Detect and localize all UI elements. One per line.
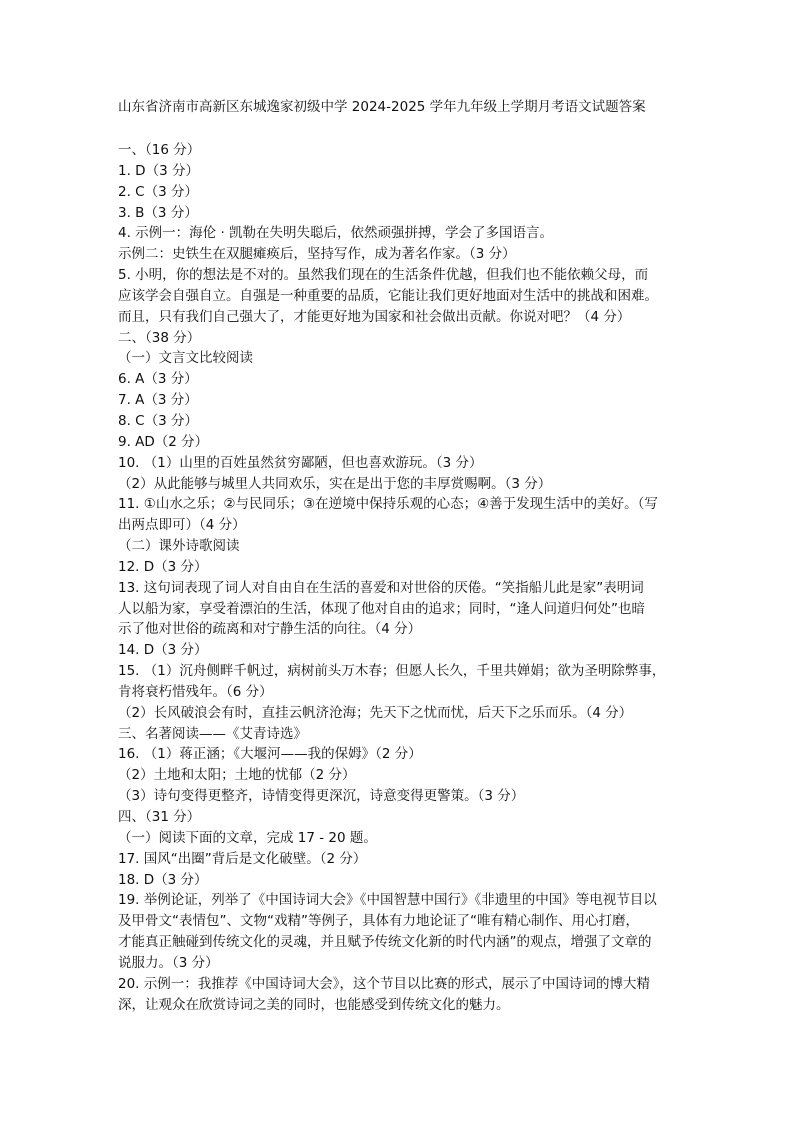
answer-line: 1. D（3 分） (118, 162, 199, 179)
answer-line: 一、（16 分） (118, 142, 201, 158)
answer-line: 三、名著阅读——《艾青诗选》 (118, 725, 307, 742)
answer-line: 10. （1）山里的百姓虽然贫穷鄙陋，但也喜欢游玩。（3 分） (118, 454, 483, 471)
answer-line: 2. C（3 分） (118, 183, 198, 200)
answer-line: 3. B（3 分） (118, 204, 198, 221)
answer-line: 14. D（3 分） (118, 642, 208, 659)
answer-line: 及甲骨文“表情包”、文物“戏精”等例子，具体有力地论证了“唯有精心制作、用心打磨， (118, 913, 639, 930)
answer-line: 17. 国风“出圈”背后是文化破壁。（2 分） (118, 850, 367, 867)
answer-line: 示了他对世俗的疏离和对宁静生活的向往。（4 分） (118, 621, 422, 638)
answer-line: 19. 举例论证，列举了《中国诗词大会》《中国智慧中国行》《非遗里的中国》等电视节目以 (118, 892, 657, 909)
answer-line: 应该学会自强自立。自强是一种重要的品质，它能让我们更好地面对生活中的挑战和困难。 (118, 287, 658, 304)
answer-line: 四、（31 分） (118, 809, 201, 825)
document-title: 山东省济南市高新区东城逸家初级中学 2024-2025 学年九年级上学期月考语文试题答案 (118, 99, 646, 115)
answer-body (118, 140, 690, 1015)
answer-line: 9. AD（2 分） (118, 433, 209, 450)
answer-line: 5. 小明，你的想法是不对的。虽然我们现在的生活条件优越，但我们也不能依赖父母，而 (118, 267, 649, 284)
answer-line: 11. ①山水之乐；②与民同乐；③在逆境中保持乐观的心态；④善于发现生活中的美好。（写 (118, 496, 658, 513)
answer-line: 示例二：史铁生在双腿瘫痪后，坚持写作，成为著名作家。（3 分） (118, 246, 516, 263)
answer-line: 二、（38 分） (118, 329, 201, 346)
answer-line: 人以船为家，享受着漂泊的生活，体现了他对自由的追求；同时，“逢人问道归何处”也暗 (118, 600, 645, 617)
answer-line: 16. （1）蒋正涵；《大堰河——我的保姆》（2 分） (118, 746, 422, 763)
answer-line: 才能真正触碰到传统文化的灵魂，并且赋予传统文化新的时代内涵”的观点，增强了文章的 (118, 934, 652, 951)
answer-line: 6. A（3 分） (118, 371, 198, 388)
answer-line: 肯将衰朽惜残年。（6 分） (118, 683, 273, 700)
answer-line: （2）长风破浪会有时，直挂云帆济沧海；先天下之忧而忧，后天下之乐而乐。（4 分） (118, 704, 633, 721)
answer-line: （一）文言文比较阅读 (118, 350, 253, 367)
answer-line: 20. 示例一：我推荐《中国诗词大会》，这个节目以比赛的形式，展示了中国诗词的博大精 (118, 975, 651, 992)
answer-line: 18. D（3 分） (118, 871, 208, 888)
answer-line: （2）土地和太阳；土地的忧郁（2 分） (118, 767, 356, 784)
answer-line: 7. A（3 分） (118, 392, 198, 409)
answer-line: 说服力。（3 分） (118, 954, 219, 971)
answer-line: （3）诗句变得更整齐，诗情变得更深沉，诗意变得更警策。（3 分） (118, 788, 525, 805)
answer-line: 15. （1）沉舟侧畔千帆过，病树前头万木春；但愿人长久，千里共婵娟；欲为圣明除弊事， (118, 663, 666, 680)
answer-line: 8. C（3 分） (118, 412, 198, 429)
answer-line: 12. D（3 分） (118, 558, 208, 575)
answer-line: 出两点即可）（4 分） (118, 517, 246, 534)
answer-line: 深，让观众在欣赏诗词之美的同时，也能感受到传统文化的魅力。 (118, 996, 510, 1013)
answer-line: （一）阅读下面的文章，完成 17 - 20 题。 (118, 829, 377, 846)
answer-line: 13. 这句词表现了词人对自由自在生活的喜爱和对世俗的厌倦。“笑指船儿此是家”表明词 (118, 579, 644, 596)
answer-line: （2）从此能够与城里人共同欢乐，实在是出于您的丰厚赏赐啊。（3 分） (118, 475, 552, 492)
answer-line: 而且，只有我们自己强大了，才能更好地为国家和社会做出贡献。你说对吧？（4 分） (118, 308, 631, 325)
answer-line: （二）课外诗歌阅读 (118, 538, 240, 555)
answer-line: 4. 示例一：海伦 · 凯勒在失明失聪后，依然顽强拼搏，学会了多国语言。 (118, 225, 554, 242)
